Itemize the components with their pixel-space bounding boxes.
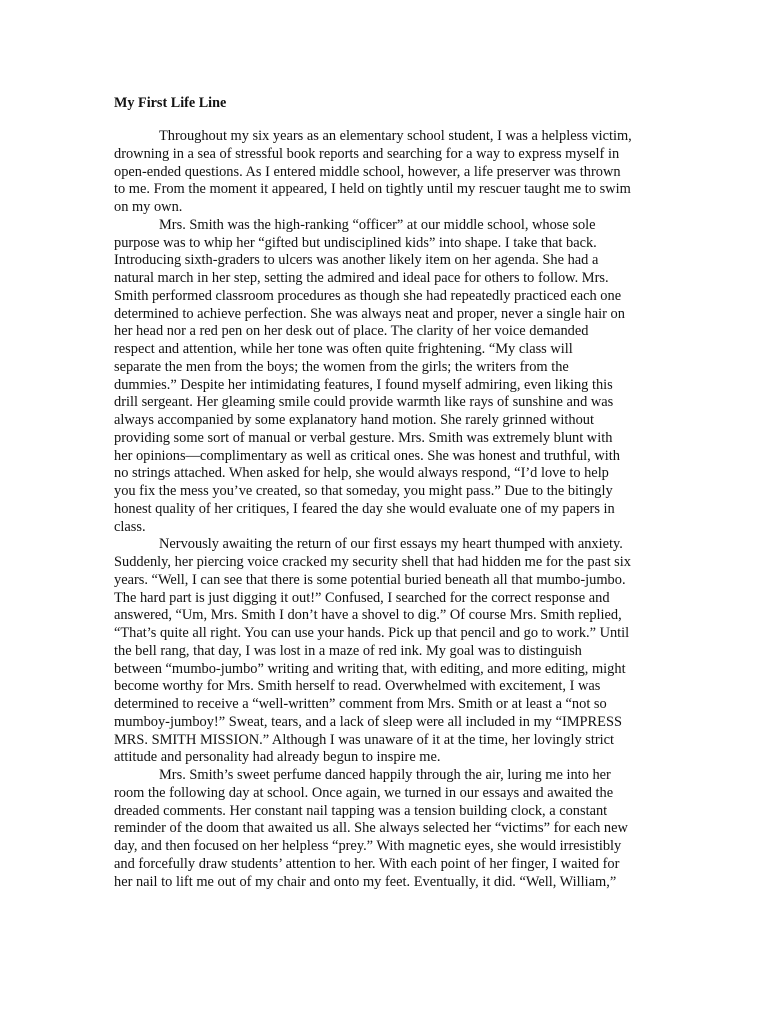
- paragraph: [114, 536, 666, 767]
- text-line: determined to achieve perfection. She was always neat and proper, never a single hair on: [114, 305, 625, 322]
- text-line: open-ended questions. As I entered middle school, however, a life preserver was thrown: [114, 163, 621, 180]
- text-line: room the following day at school. Once again, we turned in our essays and awaited the: [114, 784, 614, 801]
- text-line: and forcefully draw students’ attention to her. With each point of her finger, I waited for: [114, 855, 620, 872]
- text-line: Smith performed classroom procedures as though she had repeatedly practiced each one: [114, 287, 622, 304]
- text-line: The hard part is just digging it out!” Confused, I searched for the correct response and: [114, 589, 610, 606]
- text-line: you fix the mess you’ve created, so that someday, you might pass.” Due to the bitingly: [114, 483, 613, 499]
- paragraph: [114, 767, 666, 891]
- text-line: years. “Well, I can see that there is some potential buried beneath all that mumbo-jumbo.: [114, 571, 626, 588]
- text-line: between “mumbo-jumbo” writing and writing that, with editing, and more editing, might: [114, 660, 626, 677]
- document-title: My First Life Line: [114, 95, 227, 111]
- document-body: [114, 128, 666, 891]
- text-line: Mrs. Smith’s sweet perfume danced happily through the air, luring me into her: [159, 767, 611, 783]
- text-line: class.: [114, 518, 146, 535]
- text-line: her nail to lift me out of my chair and onto my feet. Eventually, it did. “Well, William,”: [114, 873, 617, 890]
- text-line: honest quality of her critiques, I feared the day she would evaluate one of my papers in: [114, 500, 615, 517]
- text-line: no strings attached. When asked for help, she would always respond, “I’d love to help: [114, 465, 609, 482]
- text-line: attitude and personality had already begun to inspire me.: [114, 749, 441, 766]
- text-line: drowning in a sea of stressful book reports and searching for a way to express myself in: [114, 145, 620, 162]
- text-line: “That’s quite all right. You can use your hands. Pick up that pencil and go to work.” Until: [114, 625, 630, 641]
- text-line: purpose was to whip her “gifted but undisciplined kids” into shape. I take that back.: [114, 234, 597, 251]
- text-line: her opinions—complimentary as well as critical ones. She was honest and truthful, with: [114, 447, 620, 464]
- text-line: providing some sort of manual or verbal gesture. Mrs. Smith was extremely blunt with: [114, 429, 613, 446]
- text-line: respect and attention, while her tone was often quite frightening. “My class will: [114, 341, 573, 357]
- text-line: the bell rang, that day, I was lost in a maze of red ink. My goal was to distinguish: [114, 642, 582, 659]
- text-line: mumboy-jumboy!” Sweat, tears, and a lack of sleep were all included in my “IMPRESS: [114, 713, 622, 730]
- text-line: Suddenly, her piercing voice cracked my security shell that had hidden me for the past six: [114, 554, 631, 570]
- text-line: Throughout my six years as an elementary school student, I was a helpless victim,: [159, 128, 632, 144]
- text-line: Introducing sixth-graders to ulcers was another likely item on her agenda. She had a: [114, 252, 599, 269]
- text-line: become worthy for Mrs. Smith herself to read. Overwhelmed with excitement, I was: [114, 678, 601, 695]
- text-line: Nervously awaiting the return of our first essays my heart thumped with anxiety.: [159, 536, 623, 553]
- text-line: reminder of the doom that awaited us all. She always selected her “victims” for each new: [114, 820, 628, 837]
- paragraph: [114, 128, 666, 217]
- text-line: on my own.: [114, 199, 183, 215]
- text-line: Mrs. Smith was the high-ranking “officer” at our middle school, whose sole: [159, 216, 596, 233]
- text-line: MRS. SMITH MISSION.” Although I was unaware of it at the time, her lovingly strict: [114, 731, 615, 748]
- text-line: always accompanied by some explanatory hand motion. She rarely grinned without: [114, 412, 594, 428]
- text-line: natural march in her step, setting the admired and ideal pace for others to follow. Mrs.: [114, 270, 609, 286]
- text-line: her head nor a red pen on her desk out of place. The clarity of her voice demanded: [114, 323, 589, 340]
- text-line: separate the men from the boys; the women from the girls; the writers from the: [114, 358, 569, 375]
- text-line: answered, “Um, Mrs. Smith I don’t have a shovel to dig.” Of course Mrs. Smith replied,: [114, 607, 622, 624]
- text-line: dummies.” Despite her intimidating features, I found myself admiring, even liking this: [114, 376, 613, 393]
- text-line: drill sergeant. Her gleaming smile could provide warmth like rays of sunshine and was: [114, 394, 614, 411]
- text-line: to me. From the moment it appeared, I held on tightly until my rescuer taught me to swim: [114, 181, 631, 198]
- paragraph: [114, 217, 666, 537]
- text-line: day, and then focused on her helpless “prey.” With magnetic eyes, she would irresistibly: [114, 838, 622, 854]
- text-line: dreaded comments. Her constant nail tapping was a tension building clock, a constant: [114, 802, 608, 819]
- text-line: determined to receive a “well-written” comment from Mrs. Smith or at least a “not so: [114, 696, 607, 712]
